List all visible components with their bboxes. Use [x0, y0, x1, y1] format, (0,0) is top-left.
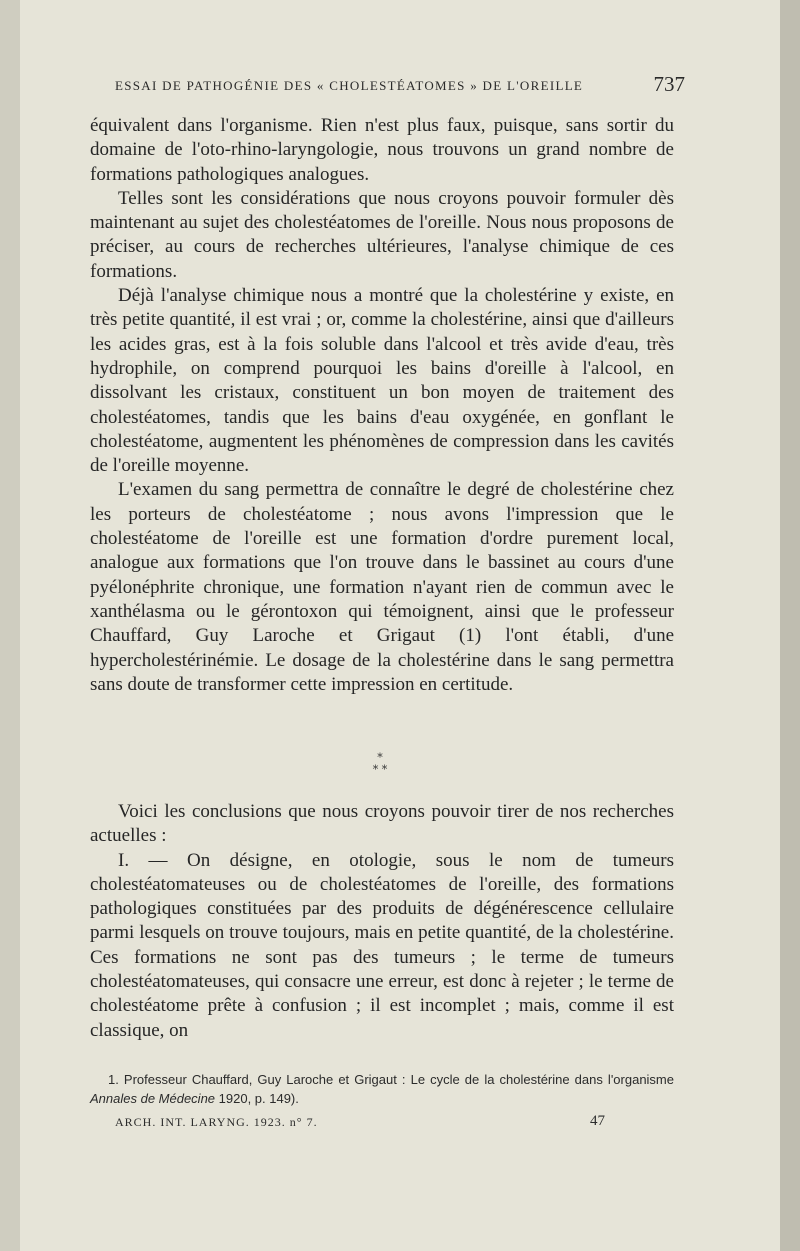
paragraph-continuation: équivalent dans l'organisme. Rien n'est plus faux, puisque, sans sortir du domaine de l'oto-rhino-laryngologie, nous trouvons un grand nombre de formations pathologiques analogues.	[90, 115, 674, 185]
paragraph: Voici les conclusions que nous croyons pouvoir tirer de nos recherches actuelles :	[90, 801, 674, 847]
footnote-text-after: 1920, p. 149).	[215, 1091, 299, 1106]
page-edge-shadow	[780, 0, 800, 1251]
paragraph: Telles sont les considérations que nous croyons pouvoir formuler dès maintenant au sujet des cholestéatomes de l'oreille. Nous nous proposons de préciser, au cours de recherches ultérieures, l'analyse chimique de ces formations.	[90, 187, 674, 282]
main-text	[90, 114, 674, 697]
section-separator	[330, 752, 430, 776]
conclusions-text	[90, 800, 674, 1043]
footnote-text-before: 1. Professeur Chauffard, Guy Laroche et Grigaut : Le cycle de la cholestérine dans l'organisme	[108, 1072, 674, 1087]
running-header	[115, 72, 685, 102]
signature-mark: 47	[590, 1113, 605, 1129]
running-title: ESSAI DE PATHOGÉNIE DES « CHOLESTÉATOMES » DE L'OREILLE	[115, 78, 584, 93]
separator-stars-bottom: * *	[372, 763, 388, 776]
footnote-journal: Annales de Médecine	[90, 1091, 216, 1106]
footnote-line	[90, 1070, 674, 1108]
footnote	[90, 1070, 674, 1108]
page-footer	[115, 1113, 615, 1133]
paragraph: I. — On désigne, en otologie, sous le nom de tumeurs cholestéatomateuses ou de cholestéatomes de l'oreille, des formations pathologiques constituées par des produits de dégénérescence cellulaire parmi lesquels on trouve toujours, mais en petite quantité, de la cholestérine. Ces formations ne sont pas des tumeurs ; le terme de tumeurs cholestéatomateuses, qui consacre une erreur, est donc à rejeter ; le terme de cholestéatome prête à confusion ; il est incomplet ; mais, comme il est classique, on	[90, 849, 674, 1041]
separator-star-top: *	[377, 751, 383, 764]
footer-journal: ARCH. INT. LARYNG. 1923. n° 7.	[115, 1115, 318, 1129]
paragraph: Déjà l'analyse chimique nous a montré que la cholestérine y existe, en très petite quantité, il est vrai ; or, comme la cholestérine, ainsi que d'ailleurs les acides gras, est à la fois soluble dans l'alcool et très avide d'eau, très hydrophile, on comprend pourquoi les bains d'oreille à l'alcool, en dissolvant les cristaux, constituent un bon moyen de traitement des cholestéatomes, tandis que les bains d'eau oxygénée, en gonflant le cholestéatome, augmentent les phénomènes de compression dans les cavités de l'oreille moyenne.	[90, 285, 674, 477]
page-number: 737	[653, 72, 685, 96]
paragraph: L'examen du sang permettra de connaître le degré de cholestérine chez les porteurs de cholestéatome ; nous avons l'impression que le cholestéatome de l'oreille est une formation d'ordre purement local, analogue aux formations que l'on trouve dans le bassinet au cours d'une pyélonéphrite chronique, une formation n'ayant rien de commun avec le xanthélasma ou le gérontoxon qui témoignent, ainsi que le professeur Chauffard, Guy Laroche et Grigaut (1) l'ont établi, d'une hypercholestérinémie. Le dosage de la cholestérine dans le sang permettra sans doute de transformer cette impression en certitude.	[90, 479, 674, 695]
